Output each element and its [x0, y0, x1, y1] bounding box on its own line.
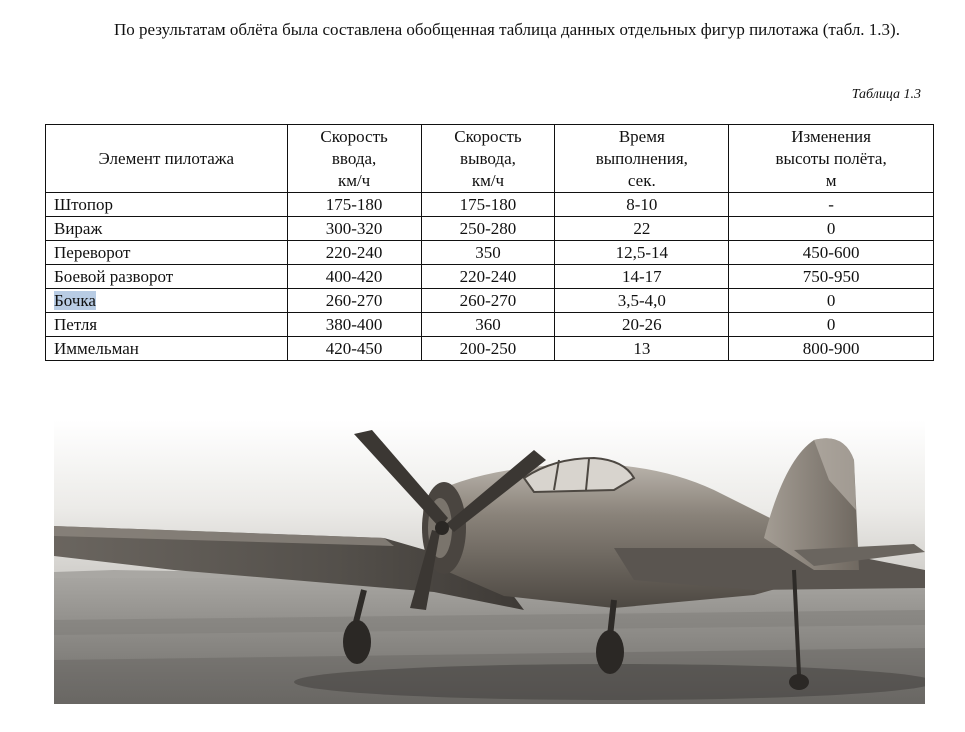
cell-entry-speed: 380-400 [287, 313, 421, 337]
table-caption: Таблица 1.3 [851, 87, 921, 102]
cell-element: Штопор [46, 193, 288, 217]
header-duration: Время выполнения, сек. [555, 125, 729, 193]
cell-duration: 22 [555, 217, 729, 241]
cell-entry-speed: 300-320 [287, 217, 421, 241]
cell-element: Боевой разворот [46, 265, 288, 289]
cell-entry-speed: 260-270 [287, 289, 421, 313]
header-element: Элемент пилотажа [46, 125, 288, 193]
cell-duration: 20-26 [555, 313, 729, 337]
intro-paragraph: По результатам облёта была составлена обобщенная таблица данных отдельных фигур пилотажа (табл. 1.3). [114, 20, 900, 39]
cell-element: Переворот [46, 241, 288, 265]
aircraft-photo [54, 420, 925, 704]
cell-exit-speed: 350 [421, 241, 555, 265]
header-entry-speed: Скорость ввода, км/ч [287, 125, 421, 193]
cell-exit-speed: 175-180 [421, 193, 555, 217]
aerobatics-table [45, 124, 934, 361]
table-row [46, 193, 934, 217]
header-exit-speed: Скорость вывода, км/ч [421, 125, 555, 193]
tail-wheel [789, 674, 809, 690]
cell-altitude-change: 0 [729, 217, 934, 241]
table-row [46, 313, 934, 337]
cell-duration: 3,5-4,0 [555, 289, 729, 313]
table-row [46, 217, 934, 241]
header-altitude-change: Изменения высоты полёта, м [729, 125, 934, 193]
cell-altitude-change: - [729, 193, 934, 217]
cell-altitude-change: 0 [729, 313, 934, 337]
cell-altitude-change: 450-600 [729, 241, 934, 265]
cell-altitude-change: 800-900 [729, 337, 934, 361]
table-row [46, 241, 934, 265]
landing-gear-right [596, 630, 624, 674]
cell-exit-speed: 360 [421, 313, 555, 337]
cell-altitude-change: 0 [729, 289, 934, 313]
cell-exit-speed: 200-250 [421, 337, 555, 361]
cell-exit-speed: 250-280 [421, 217, 555, 241]
cell-element: Петля [46, 313, 288, 337]
cell-duration: 14-17 [555, 265, 729, 289]
cell-element: Иммельман [46, 337, 288, 361]
selected-text[interactable]: Бочка [54, 290, 96, 310]
propeller-spinner [435, 521, 449, 535]
cell-exit-speed: 260-270 [421, 289, 555, 313]
cell-duration: 12,5-14 [555, 241, 729, 265]
table-header-row [46, 125, 934, 193]
landing-gear-left [343, 620, 371, 664]
cell-element [46, 289, 288, 313]
cell-entry-speed: 175-180 [287, 193, 421, 217]
cell-altitude-change: 750-950 [729, 265, 934, 289]
table-row [46, 265, 934, 289]
table-row [46, 337, 934, 361]
cell-entry-speed: 220-240 [287, 241, 421, 265]
cell-duration: 13 [555, 337, 729, 361]
cell-exit-speed: 220-240 [421, 265, 555, 289]
cell-element: Вираж [46, 217, 288, 241]
cell-duration: 8-10 [555, 193, 729, 217]
cell-entry-speed: 420-450 [287, 337, 421, 361]
table-row [46, 289, 934, 313]
cell-entry-speed: 400-420 [287, 265, 421, 289]
